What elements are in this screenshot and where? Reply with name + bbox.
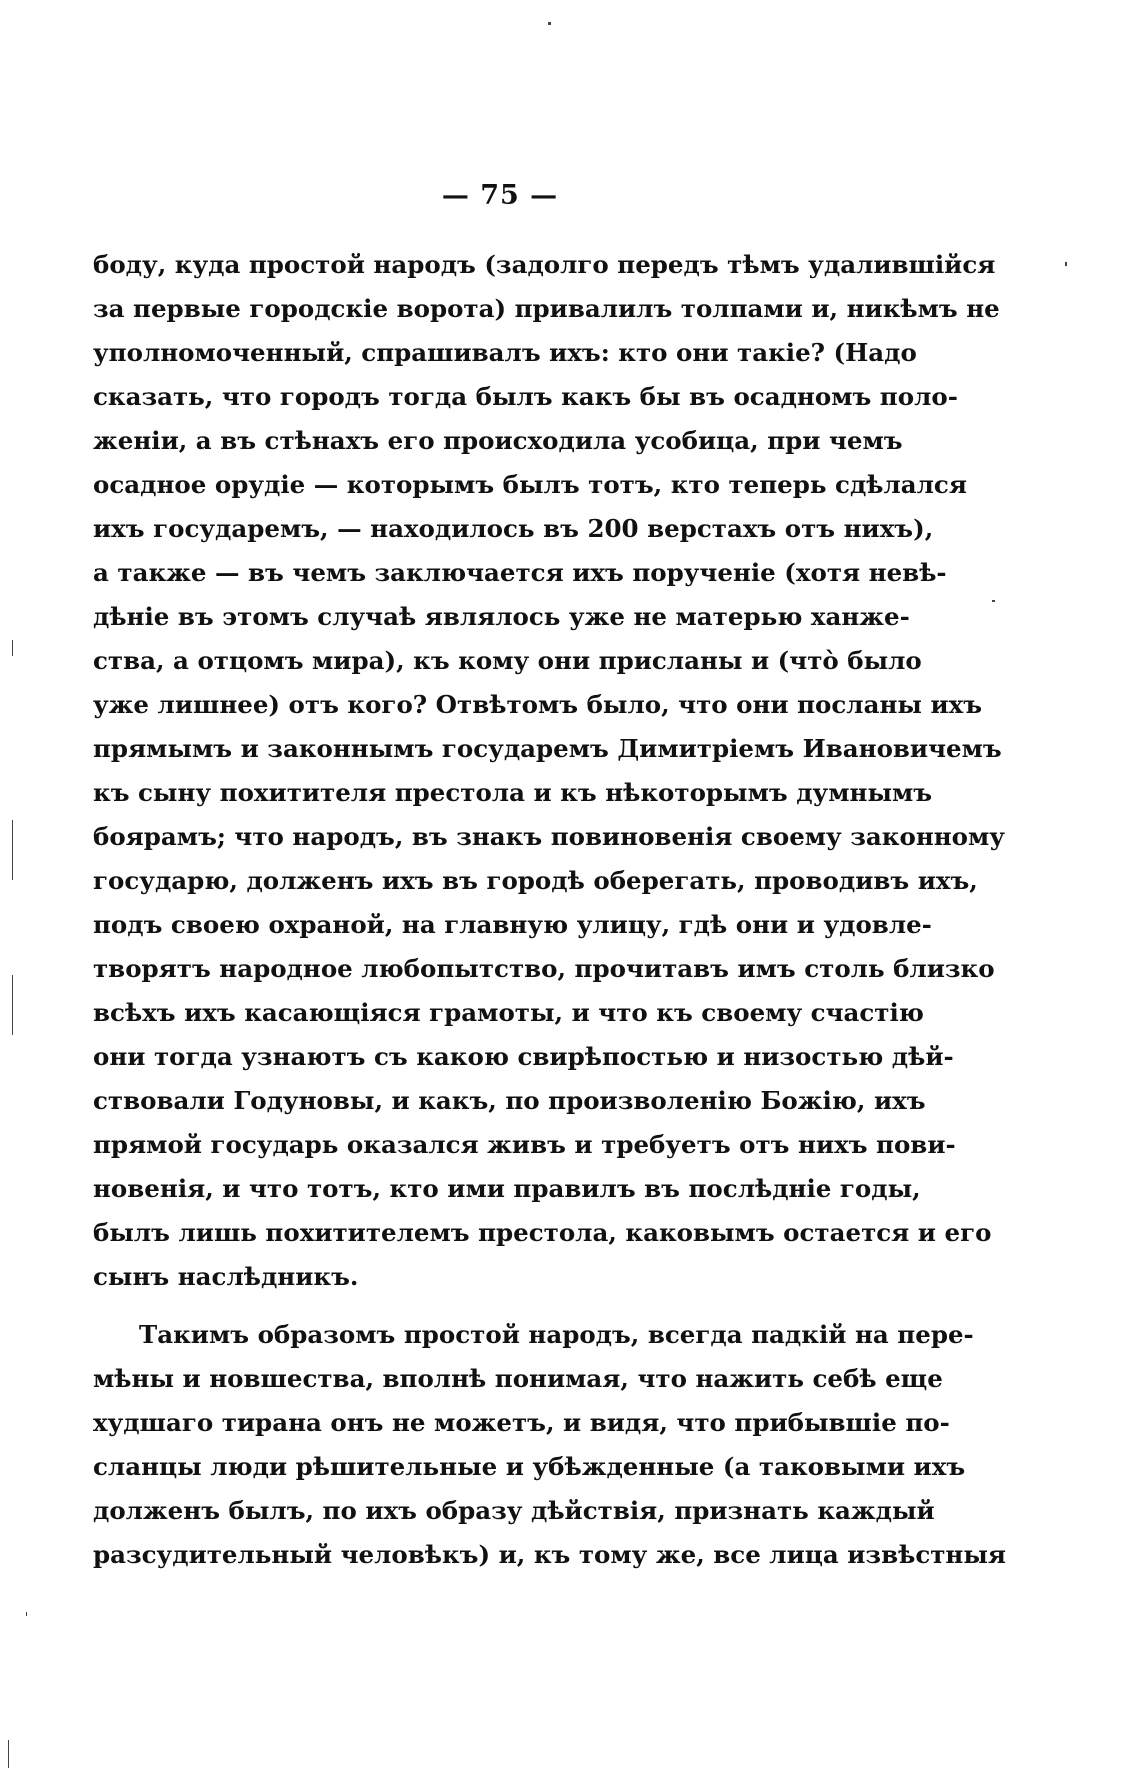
scan-speck (1065, 262, 1067, 266)
scan-speck (548, 22, 551, 25)
text-line: сказать, что городъ тогда былъ какъ бы въ осадномъ поло- (93, 382, 958, 411)
text-line: осадное орудіе — которымъ былъ тотъ, кто теперь сдѣлался (93, 470, 967, 499)
text-line: сынъ наслѣдникъ. (93, 1262, 359, 1291)
text-line: сланцы люди рѣшительные и убѣжденные (а таковыми ихъ (93, 1452, 966, 1481)
page-number: — 75 — (441, 180, 559, 211)
text-line: всѣхъ ихъ касающіяся грамоты, и что къ своему счастію (93, 998, 924, 1027)
text-line: а также — въ чемъ заключается ихъ порученіе (хотя невѣ- (93, 558, 947, 587)
text-line: подъ своею охраной, на главную улицу, гдѣ они и удовле- (93, 910, 932, 939)
text-line: за первые городскіе ворота) привалилъ толпами и, никѣмъ не (93, 294, 1000, 323)
body-text (93, 243, 1007, 1577)
scan-speck (12, 975, 13, 1035)
text-line: прямымъ и законнымъ государемъ Димитріемъ Ивановичемъ (93, 734, 1002, 763)
text-line: былъ лишь похитителемъ престола, каковымъ остается и его (93, 1218, 992, 1247)
text-line: худшаго тирана онъ не можетъ, и видя, что прибывшіе по- (93, 1408, 950, 1437)
scan-speck (12, 820, 13, 880)
text-line: ства, а отцомъ мира), къ кому они присланы и (что̀ было (93, 646, 922, 675)
text-line: ствовали Годуновы, и какъ, по произволенію Божію, ихъ (93, 1086, 926, 1115)
text-line: ихъ государемъ, — находилось въ 200 верстахъ отъ нихъ), (93, 514, 934, 543)
text-line: боду, куда простой народъ (задолго передъ тѣмъ удалившійся (93, 250, 996, 279)
paragraph-gap (93, 1299, 883, 1313)
scan-speck (8, 1740, 9, 1768)
text-line: государю, долженъ ихъ въ городѣ оберегать, проводивъ ихъ, (93, 866, 978, 895)
text-line: дѣніе въ этомъ случаѣ являлось уже не матерью ханже- (93, 602, 910, 631)
text-line: къ сыну похитителя престола и къ нѣкоторымъ думнымъ (93, 778, 933, 807)
text-line: новенія, и что тотъ, кто ими правилъ въ послѣдніе годы, (93, 1174, 921, 1203)
text-line: разсудительный человѣкъ) и, къ тому же, все лица извѣстныя (93, 1540, 1007, 1569)
text-line: женіи, а въ стѣнахъ его происходила усобица, при чемъ (93, 426, 903, 455)
paragraph-1 (93, 243, 1005, 1299)
text-line: долженъ былъ, по ихъ образу дѣйствія, признать каждый (93, 1496, 935, 1525)
scan-speck (26, 1612, 27, 1616)
text-line: они тогда узнаютъ съ какою свирѣпостью и низостью дѣй- (93, 1042, 954, 1071)
text-line: мѣны и новшества, вполнѣ понимая, что нажить себѣ еще (93, 1364, 943, 1393)
text-line: уже лишнее) отъ кого? Отвѣтомъ было, что они посланы ихъ (93, 690, 983, 719)
text-line: творятъ народное любопытство, прочитавъ имъ столь близко (93, 954, 995, 983)
paragraph-2 (93, 1313, 1007, 1577)
text-line: уполномоченный, спрашивалъ ихъ: кто они такіе? (Надо (93, 338, 917, 367)
text-line: прямой государь оказался живъ и требуетъ отъ нихъ пови- (93, 1130, 956, 1159)
text-line: боярамъ; что народъ, въ знакъ повиновенія своему законному (93, 822, 1005, 851)
text-line: Такимъ образомъ простой народъ, всегда падкій на пере- (139, 1320, 974, 1349)
scan-speck (12, 640, 13, 656)
scan-speck (992, 600, 995, 602)
